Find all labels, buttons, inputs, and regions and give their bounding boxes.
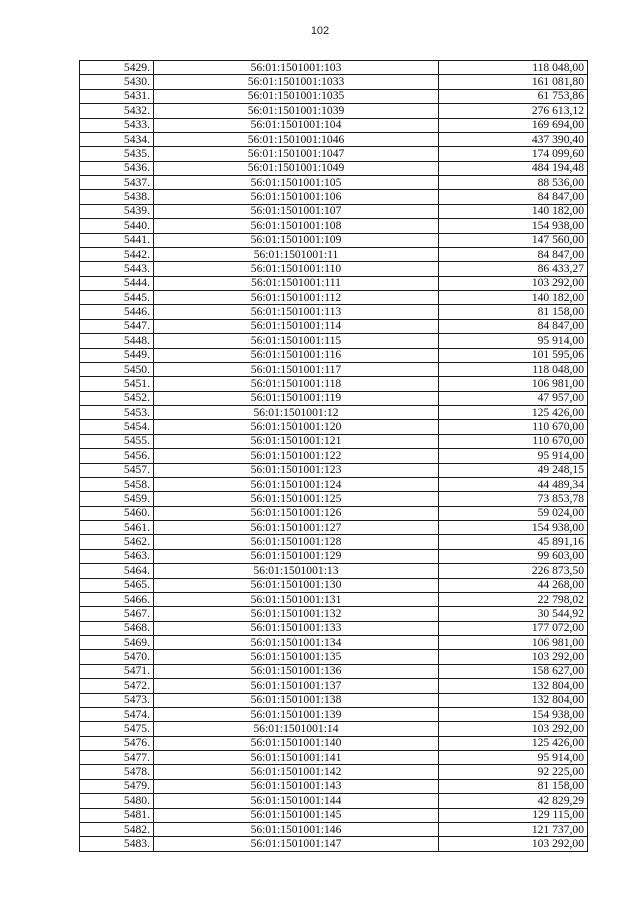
row-number-cell: 5454. bbox=[80, 420, 154, 434]
row-number-cell: 5467. bbox=[80, 607, 154, 621]
table-row bbox=[80, 118, 588, 132]
table-row bbox=[80, 477, 588, 491]
row-number-cell: 5461. bbox=[80, 521, 154, 535]
row-number-cell: 5452. bbox=[80, 391, 154, 405]
table-row bbox=[80, 362, 588, 376]
row-number-cell: 5436. bbox=[80, 161, 154, 175]
cadastral-value-cell: 129 115,00 bbox=[439, 808, 588, 822]
row-number-cell: 5473. bbox=[80, 693, 154, 707]
cadastral-number-cell: 56:01:1501001:128 bbox=[154, 535, 439, 549]
cadastral-value-cell: 140 182,00 bbox=[439, 204, 588, 218]
row-number-cell: 5440. bbox=[80, 219, 154, 233]
cadastral-value-cell: 73 853,78 bbox=[439, 492, 588, 506]
cadastral-value-cell: 81 158,00 bbox=[439, 305, 588, 319]
row-number-cell: 5456. bbox=[80, 449, 154, 463]
cadastral-value-cell: 154 938,00 bbox=[439, 521, 588, 535]
row-number-cell: 5459. bbox=[80, 492, 154, 506]
cadastral-value-cell: 276 613,12 bbox=[439, 104, 588, 118]
cadastral-number-cell: 56:01:1501001:112 bbox=[154, 291, 439, 305]
row-number-cell: 5455. bbox=[80, 434, 154, 448]
cadastral-value-cell: 110 670,00 bbox=[439, 434, 588, 448]
table-row bbox=[80, 319, 588, 333]
table-row bbox=[80, 650, 588, 664]
table-row bbox=[80, 305, 588, 319]
cadastral-number-cell: 56:01:1501001:134 bbox=[154, 636, 439, 650]
table-row bbox=[80, 61, 588, 75]
cadastral-number-cell: 56:01:1501001:1039 bbox=[154, 104, 439, 118]
page-number: 102 bbox=[310, 25, 330, 37]
row-number-cell: 5437. bbox=[80, 176, 154, 190]
cadastral-number-cell: 56:01:1501001:145 bbox=[154, 808, 439, 822]
cadastral-value-cell: 101 595,06 bbox=[439, 348, 588, 362]
cadastral-number-cell: 56:01:1501001:130 bbox=[154, 578, 439, 592]
row-number-cell: 5464. bbox=[80, 564, 154, 578]
cadastral-value-cell: 158 627,00 bbox=[439, 664, 588, 678]
cadastral-number-cell: 56:01:1501001:12 bbox=[154, 406, 439, 420]
row-number-cell: 5470. bbox=[80, 650, 154, 664]
cadastral-number-cell: 56:01:1501001:133 bbox=[154, 621, 439, 635]
cadastral-value-cell: 103 292,00 bbox=[439, 650, 588, 664]
table-row bbox=[80, 808, 588, 822]
cadastral-value-cell: 45 891,16 bbox=[439, 535, 588, 549]
cadastral-number-cell: 56:01:1501001:146 bbox=[154, 822, 439, 836]
cadastral-value-cell: 147 560,00 bbox=[439, 233, 588, 247]
cadastral-value-cell: 81 158,00 bbox=[439, 779, 588, 793]
cadastral-value-cell: 437 390,40 bbox=[439, 132, 588, 146]
row-number-cell: 5438. bbox=[80, 190, 154, 204]
row-number-cell: 5472. bbox=[80, 679, 154, 693]
table-row bbox=[80, 794, 588, 808]
table-row bbox=[80, 535, 588, 549]
cadastral-number-cell: 56:01:1501001:103 bbox=[154, 61, 439, 75]
cadastral-value-cell: 226 873,50 bbox=[439, 564, 588, 578]
row-number-cell: 5446. bbox=[80, 305, 154, 319]
table-row bbox=[80, 334, 588, 348]
cadastral-value-table bbox=[79, 60, 588, 852]
row-number-cell: 5447. bbox=[80, 319, 154, 333]
cadastral-number-cell: 56:01:1501001:113 bbox=[154, 305, 439, 319]
table-row bbox=[80, 506, 588, 520]
cadastral-value-cell: 110 670,00 bbox=[439, 420, 588, 434]
table-row bbox=[80, 679, 588, 693]
cadastral-value-cell: 484 194,48 bbox=[439, 161, 588, 175]
row-number-cell: 5449. bbox=[80, 348, 154, 362]
cadastral-number-cell: 56:01:1501001:126 bbox=[154, 506, 439, 520]
cadastral-value-cell: 84 847,00 bbox=[439, 190, 588, 204]
table-row bbox=[80, 89, 588, 103]
row-number-cell: 5431. bbox=[80, 89, 154, 103]
table-row bbox=[80, 707, 588, 721]
table-row bbox=[80, 751, 588, 765]
cadastral-value-cell: 154 938,00 bbox=[439, 219, 588, 233]
cadastral-value-cell: 118 048,00 bbox=[439, 362, 588, 376]
cadastral-number-cell: 56:01:1501001:1046 bbox=[154, 132, 439, 146]
row-number-cell: 5460. bbox=[80, 506, 154, 520]
table-row bbox=[80, 247, 588, 261]
table-row bbox=[80, 420, 588, 434]
table-row bbox=[80, 190, 588, 204]
cadastral-number-cell: 56:01:1501001:132 bbox=[154, 607, 439, 621]
row-number-cell: 5430. bbox=[80, 75, 154, 89]
row-number-cell: 5433. bbox=[80, 118, 154, 132]
cadastral-value-cell: 103 292,00 bbox=[439, 837, 588, 851]
cadastral-number-cell: 56:01:1501001:147 bbox=[154, 837, 439, 851]
cadastral-value-cell: 95 914,00 bbox=[439, 751, 588, 765]
cadastral-value-cell: 49 248,15 bbox=[439, 463, 588, 477]
cadastral-value-cell: 92 225,00 bbox=[439, 765, 588, 779]
cadastral-number-cell: 56:01:1501001:116 bbox=[154, 348, 439, 362]
row-number-cell: 5435. bbox=[80, 147, 154, 161]
cadastral-number-cell: 56:01:1501001:1047 bbox=[154, 147, 439, 161]
cadastral-number-cell: 56:01:1501001:125 bbox=[154, 492, 439, 506]
row-number-cell: 5476. bbox=[80, 736, 154, 750]
row-number-cell: 5468. bbox=[80, 621, 154, 635]
row-number-cell: 5441. bbox=[80, 233, 154, 247]
cadastral-number-cell: 56:01:1501001:139 bbox=[154, 707, 439, 721]
table-row bbox=[80, 607, 588, 621]
row-number-cell: 5477. bbox=[80, 751, 154, 765]
cadastral-value-cell: 106 981,00 bbox=[439, 636, 588, 650]
row-number-cell: 5432. bbox=[80, 104, 154, 118]
cadastral-number-cell: 56:01:1501001:110 bbox=[154, 262, 439, 276]
cadastral-number-cell: 56:01:1501001:137 bbox=[154, 679, 439, 693]
cadastral-number-cell: 56:01:1501001:107 bbox=[154, 204, 439, 218]
cadastral-value-cell: 161 081,80 bbox=[439, 75, 588, 89]
row-number-cell: 5457. bbox=[80, 463, 154, 477]
table-row bbox=[80, 161, 588, 175]
cadastral-value-cell: 132 804,00 bbox=[439, 693, 588, 707]
cadastral-value-cell: 125 426,00 bbox=[439, 406, 588, 420]
cadastral-number-cell: 56:01:1501001:144 bbox=[154, 794, 439, 808]
cadastral-number-cell: 56:01:1501001:143 bbox=[154, 779, 439, 793]
cadastral-value-cell: 84 847,00 bbox=[439, 247, 588, 261]
table-row bbox=[80, 406, 588, 420]
cadastral-number-cell: 56:01:1501001:121 bbox=[154, 434, 439, 448]
row-number-cell: 5439. bbox=[80, 204, 154, 218]
cadastral-number-cell: 56:01:1501001:129 bbox=[154, 549, 439, 563]
table-row bbox=[80, 549, 588, 563]
table-row bbox=[80, 463, 588, 477]
table-row bbox=[80, 104, 588, 118]
table-row bbox=[80, 377, 588, 391]
cadastral-number-cell: 56:01:1501001:115 bbox=[154, 334, 439, 348]
cadastral-value-cell: 103 292,00 bbox=[439, 722, 588, 736]
cadastral-value-cell: 22 798,02 bbox=[439, 592, 588, 606]
cadastral-number-cell: 56:01:1501001:1033 bbox=[154, 75, 439, 89]
cadastral-value-cell: 88 536,00 bbox=[439, 176, 588, 190]
cadastral-number-cell: 56:01:1501001:127 bbox=[154, 521, 439, 535]
row-number-cell: 5475. bbox=[80, 722, 154, 736]
table-row bbox=[80, 621, 588, 635]
cadastral-number-cell: 56:01:1501001:142 bbox=[154, 765, 439, 779]
row-number-cell: 5481. bbox=[80, 808, 154, 822]
cadastral-number-cell: 56:01:1501001:124 bbox=[154, 477, 439, 491]
table-row bbox=[80, 578, 588, 592]
row-number-cell: 5483. bbox=[80, 837, 154, 851]
table-row bbox=[80, 75, 588, 89]
table-row bbox=[80, 132, 588, 146]
cadastral-value-cell: 30 544,92 bbox=[439, 607, 588, 621]
cadastral-number-cell: 56:01:1501001:141 bbox=[154, 751, 439, 765]
cadastral-value-cell: 42 829,29 bbox=[439, 794, 588, 808]
cadastral-value-cell: 174 099,60 bbox=[439, 147, 588, 161]
table-row bbox=[80, 521, 588, 535]
cadastral-number-cell: 56:01:1501001:119 bbox=[154, 391, 439, 405]
cadastral-number-cell: 56:01:1501001:1049 bbox=[154, 161, 439, 175]
cadastral-value-cell: 177 072,00 bbox=[439, 621, 588, 635]
table-row bbox=[80, 664, 588, 678]
cadastral-number-cell: 56:01:1501001:140 bbox=[154, 736, 439, 750]
table-row bbox=[80, 276, 588, 290]
cadastral-number-cell: 56:01:1501001:138 bbox=[154, 693, 439, 707]
cadastral-number-cell: 56:01:1501001:122 bbox=[154, 449, 439, 463]
cadastral-value-cell: 169 694,00 bbox=[439, 118, 588, 132]
cadastral-value-cell: 121 737,00 bbox=[439, 822, 588, 836]
row-number-cell: 5479. bbox=[80, 779, 154, 793]
cadastral-number-cell: 56:01:1501001:118 bbox=[154, 377, 439, 391]
table-row bbox=[80, 204, 588, 218]
table-row bbox=[80, 176, 588, 190]
table-row bbox=[80, 636, 588, 650]
cadastral-number-cell: 56:01:1501001:135 bbox=[154, 650, 439, 664]
cadastral-number-cell: 56:01:1501001:114 bbox=[154, 319, 439, 333]
table-row bbox=[80, 449, 588, 463]
row-number-cell: 5469. bbox=[80, 636, 154, 650]
cadastral-value-cell: 132 804,00 bbox=[439, 679, 588, 693]
row-number-cell: 5462. bbox=[80, 535, 154, 549]
cadastral-number-cell: 56:01:1501001:14 bbox=[154, 722, 439, 736]
cadastral-number-cell: 56:01:1501001:120 bbox=[154, 420, 439, 434]
table-row bbox=[80, 765, 588, 779]
cadastral-number-cell: 56:01:1501001:136 bbox=[154, 664, 439, 678]
cadastral-number-cell: 56:01:1501001:105 bbox=[154, 176, 439, 190]
table-row bbox=[80, 693, 588, 707]
cadastral-value-cell: 99 603,00 bbox=[439, 549, 588, 563]
cadastral-value-cell: 84 847,00 bbox=[439, 319, 588, 333]
table-row bbox=[80, 233, 588, 247]
table-row bbox=[80, 391, 588, 405]
cadastral-value-cell: 125 426,00 bbox=[439, 736, 588, 750]
table-row bbox=[80, 722, 588, 736]
row-number-cell: 5429. bbox=[80, 61, 154, 75]
row-number-cell: 5448. bbox=[80, 334, 154, 348]
row-number-cell: 5471. bbox=[80, 664, 154, 678]
cadastral-number-cell: 56:01:1501001:109 bbox=[154, 233, 439, 247]
table-row bbox=[80, 434, 588, 448]
cadastral-number-cell: 56:01:1501001:131 bbox=[154, 592, 439, 606]
cadastral-value-cell: 106 981,00 bbox=[439, 377, 588, 391]
row-number-cell: 5444. bbox=[80, 276, 154, 290]
cadastral-value-cell: 47 957,00 bbox=[439, 391, 588, 405]
row-number-cell: 5453. bbox=[80, 406, 154, 420]
row-number-cell: 5463. bbox=[80, 549, 154, 563]
row-number-cell: 5480. bbox=[80, 794, 154, 808]
table-row bbox=[80, 592, 588, 606]
table-row bbox=[80, 147, 588, 161]
cadastral-number-cell: 56:01:1501001:123 bbox=[154, 463, 439, 477]
row-number-cell: 5482. bbox=[80, 822, 154, 836]
cadastral-number-cell: 56:01:1501001:106 bbox=[154, 190, 439, 204]
cadastral-number-cell: 56:01:1501001:104 bbox=[154, 118, 439, 132]
cadastral-value-cell: 154 938,00 bbox=[439, 707, 588, 721]
cadastral-number-cell: 56:01:1501001:117 bbox=[154, 362, 439, 376]
row-number-cell: 5474. bbox=[80, 707, 154, 721]
cadastral-value-cell: 59 024,00 bbox=[439, 506, 588, 520]
cadastral-number-cell: 56:01:1501001:11 bbox=[154, 247, 439, 261]
table-row bbox=[80, 219, 588, 233]
table-row bbox=[80, 348, 588, 362]
table-row bbox=[80, 564, 588, 578]
cadastral-value-cell: 61 753,86 bbox=[439, 89, 588, 103]
row-number-cell: 5445. bbox=[80, 291, 154, 305]
row-number-cell: 5451. bbox=[80, 377, 154, 391]
cadastral-number-cell: 56:01:1501001:108 bbox=[154, 219, 439, 233]
table-row bbox=[80, 779, 588, 793]
cadastral-value-cell: 118 048,00 bbox=[439, 61, 588, 75]
row-number-cell: 5442. bbox=[80, 247, 154, 261]
table-row bbox=[80, 262, 588, 276]
row-number-cell: 5443. bbox=[80, 262, 154, 276]
table-body bbox=[80, 61, 588, 852]
cadastral-number-cell: 56:01:1501001:13 bbox=[154, 564, 439, 578]
table-row bbox=[80, 837, 588, 851]
table-row bbox=[80, 492, 588, 506]
cadastral-value-cell: 103 292,00 bbox=[439, 276, 588, 290]
row-number-cell: 5466. bbox=[80, 592, 154, 606]
cadastral-value-cell: 95 914,00 bbox=[439, 334, 588, 348]
row-number-cell: 5458. bbox=[80, 477, 154, 491]
table-row bbox=[80, 822, 588, 836]
cadastral-value-cell: 44 489,34 bbox=[439, 477, 588, 491]
cadastral-value-cell: 95 914,00 bbox=[439, 449, 588, 463]
row-number-cell: 5434. bbox=[80, 132, 154, 146]
cadastral-value-cell: 44 268,00 bbox=[439, 578, 588, 592]
row-number-cell: 5478. bbox=[80, 765, 154, 779]
table-row bbox=[80, 736, 588, 750]
cadastral-value-cell: 86 433,27 bbox=[439, 262, 588, 276]
cadastral-value-cell: 140 182,00 bbox=[439, 291, 588, 305]
cadastral-number-cell: 56:01:1501001:111 bbox=[154, 276, 439, 290]
cadastral-number-cell: 56:01:1501001:1035 bbox=[154, 89, 439, 103]
row-number-cell: 5465. bbox=[80, 578, 154, 592]
row-number-cell: 5450. bbox=[80, 362, 154, 376]
table-row bbox=[80, 291, 588, 305]
